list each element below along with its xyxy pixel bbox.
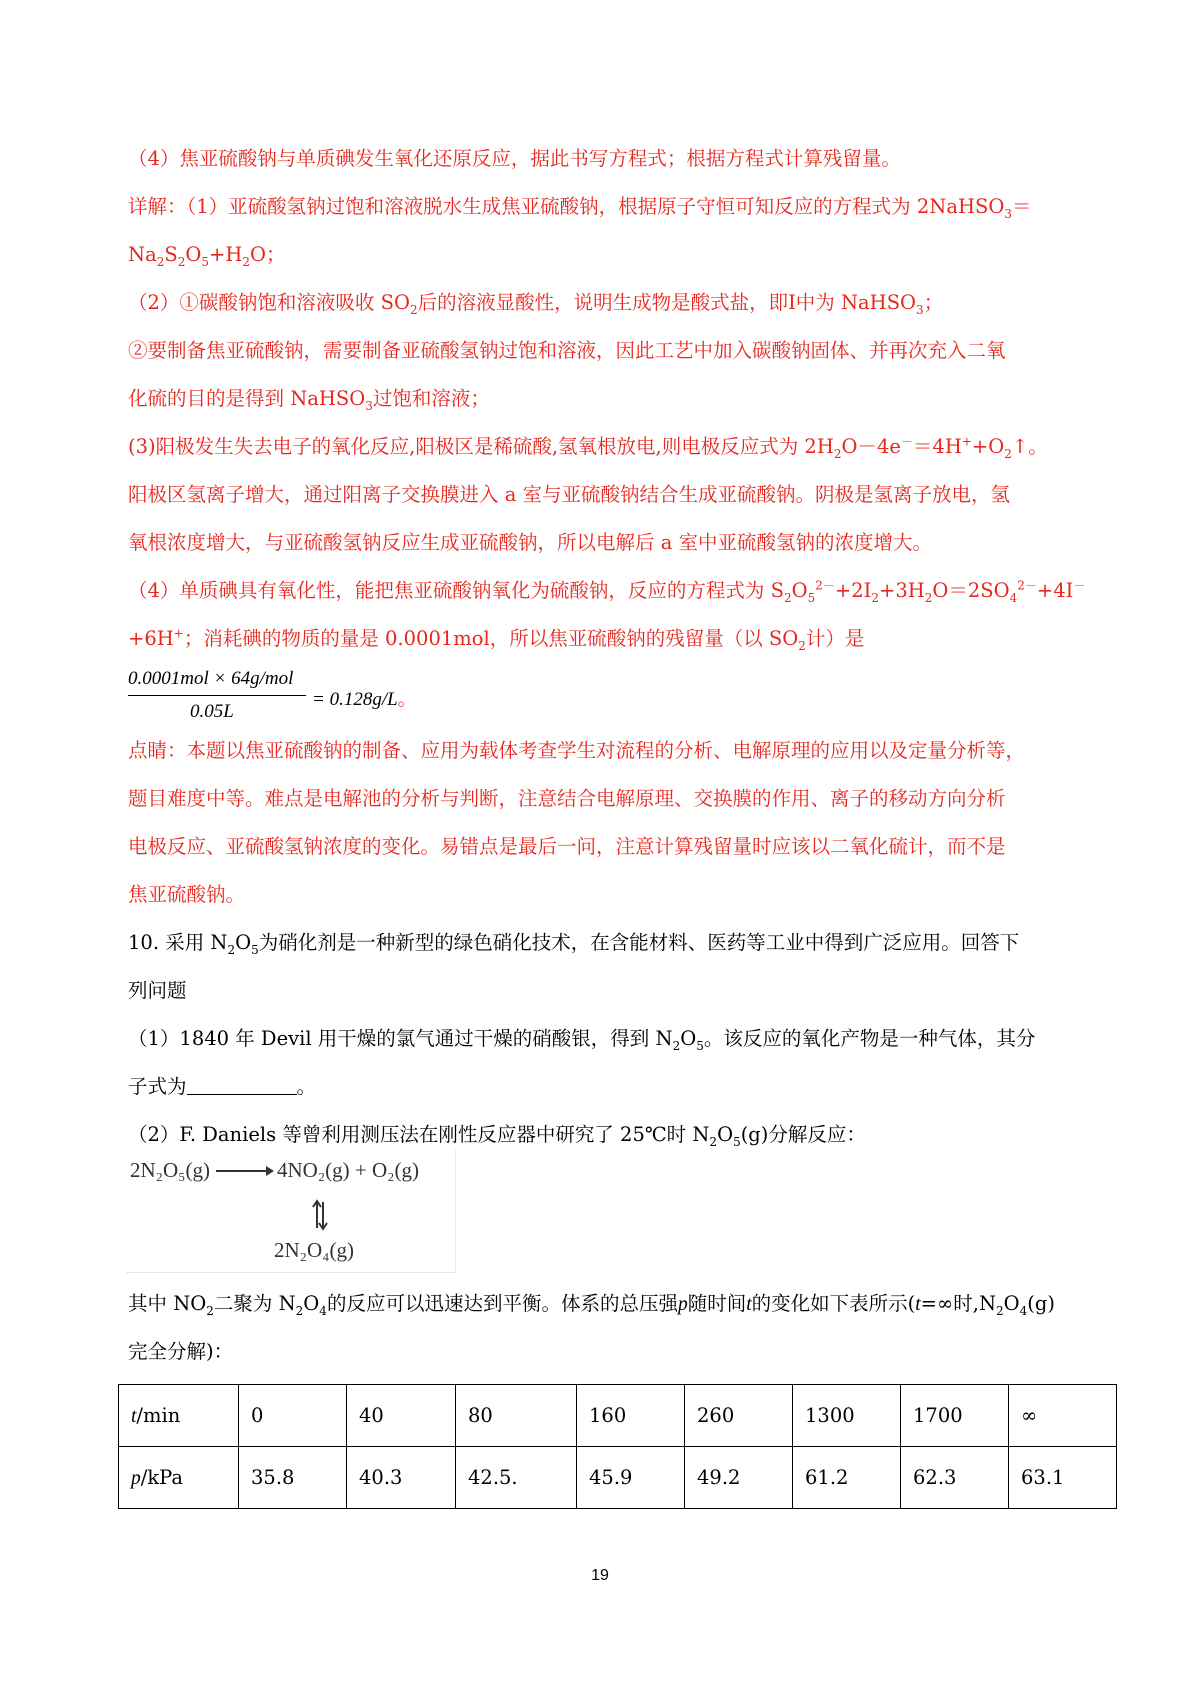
dimer-n2o4: 2N₂O₄(g): [274, 1238, 354, 1262]
table-header-pressure: p/kPa: [119, 1447, 239, 1509]
table-cell: 1300: [793, 1385, 901, 1447]
table-cell: 0: [239, 1385, 347, 1447]
question-10-part-2c: 完全分解)：: [128, 1340, 234, 1363]
table-row-time: [119, 1385, 1117, 1447]
comment-line-1: 点睛：本题以焦亚硫酸钠的制备、应用为载体考查学生对流程的分析、电解原理的应用以及定量分析等，: [128, 739, 1026, 762]
table-cell: 1700: [901, 1385, 1009, 1447]
reaction-arrow-icon: [214, 1160, 274, 1180]
solution-line-2b: ②要制备焦亚硫酸钠，需要制备亚硫酸氢钠过饱和溶液，因此工艺中加入碳酸钠固体、并再次充入二氧: [128, 339, 1006, 362]
pressure-time-table: [118, 1384, 1117, 1509]
fraction-result: = 0.128g/L。: [312, 688, 417, 710]
reactant-n2o5: 2N₂O₅(g): [130, 1158, 210, 1182]
fraction-bar: [128, 695, 306, 696]
question-10-line-1: 10. 采用 $N_2O_5$为硝化剂是一种新型的绿色硝化技术，在含能材料、医药等工业中得到广泛应用。回答下: [128, 931, 1020, 957]
question-10-part-1: （1）1840 年 Devil 用干燥的氯气通过干燥的硝酸银，得到 $N_2O_5$。该反应的氧化产物是一种气体，其分: [128, 1027, 1036, 1053]
solution-line-3b: 阳极区氢离子增大，通过阳离子交换膜进入 a 室与亚硫酸钠结合生成亚硫酸钠。阴极是氢离子放电，氢: [128, 483, 1011, 506]
table-cell: 62.3: [901, 1447, 1009, 1509]
question-10-part-2: （2）F. Daniels 等曾利用测压法在刚性反应器中研究了 25℃时 $N_2O_5(g)$分解反应：: [128, 1123, 866, 1149]
question-10-part-2b: 其中 $NO_2$二聚为 $N_2O_4$的反应可以迅速达到平衡。体系的总压强p随时间t的变化如下表所示(t=∞时$,N_2O_4(g)$: [128, 1292, 1055, 1318]
fraction-denominator: 0.05L: [190, 701, 234, 722]
question-10-part-1b: 子式为 。: [128, 1075, 317, 1098]
page-number: 19: [591, 1567, 609, 1584]
table-cell: 45.9: [577, 1447, 685, 1509]
question-10-line-2: 列问题: [128, 979, 187, 1002]
table-cell: 49.2: [685, 1447, 793, 1509]
comment-line-3: 电极反应、亚硫酸氢钠浓度的变化。易错点是最后一问，注意计算残留量时应该以二氧化硫计，而不是: [128, 835, 1006, 858]
table-cell: 40: [347, 1385, 456, 1447]
solution-line-4b: +6H+；消耗碘的物质的量是 0.0001mol，所以焦亚硫酸钠的残留量（以 $SO_2$计）是: [128, 626, 865, 653]
answer-blank: [187, 1076, 297, 1095]
table-cell: 260: [685, 1385, 793, 1447]
table-cell: ∞: [1009, 1385, 1117, 1447]
solution-line-3: (3)阳极发生失去电子的氧化反应,阳极区是稀硫酸,氢氧根放电,则电极反应式为 $2H_2O-4e^-=4H^++O_2↑$。: [128, 434, 1048, 461]
table-cell: 80: [456, 1385, 577, 1447]
table-cell: 40.3: [347, 1447, 456, 1509]
solution-line-2c: 化硫的目的是得到 NaHSO$_3$过饱和溶液；: [128, 387, 490, 413]
comment-line-2: 题目难度中等。难点是电解池的分析与判断，注意结合电解原理、交换膜的作用、离子的移动方向分析: [128, 787, 1006, 810]
analysis-line-4: （4）焦亚硫酸钠与单质碘发生氧化还原反应，据此书写方程式；根据方程式计算残留量。: [128, 147, 901, 170]
equilibrium-arrow-icon: [310, 1198, 330, 1232]
comment-line-4: 焦亚硫酸钠。: [128, 883, 246, 906]
solution-line-2: （2）①碳酸钠饱和溶液吸收 $SO_2$后的溶液显酸性，说明生成物是酸式盐，即Ⅰ中为 NaHSO$_3$；: [128, 291, 944, 317]
table-cell: 35.8: [239, 1447, 347, 1509]
table-cell: 42.5.: [456, 1447, 577, 1509]
table-cell: 160: [577, 1385, 685, 1447]
products-no2-o2: 4NO₂(g) + O₂(g): [277, 1158, 419, 1182]
table-header-time: t/min: [119, 1385, 239, 1447]
solution-line-3c: 氧根浓度增大，与亚硫酸氢钠反应生成亚硫酸钠，所以电解后 a 室中亚硫酸氢钠的浓度增大。: [128, 531, 933, 554]
solution-line-1: 详解：（1）亚硫酸氢钠过饱和溶液脱水生成焦亚硫酸钠，根据原子守恒可知反应的方程式为 2NaHSO$_3$＝: [128, 195, 1032, 221]
fraction-numerator: 0.0001mol × 64g/mol: [128, 668, 294, 689]
reaction-scheme-image: [127, 1150, 456, 1273]
solution-line-1-equation: $Na_2S_2O_5+H_2O$；: [128, 243, 286, 269]
table-cell: 61.2: [793, 1447, 901, 1509]
solution-line-4: （4）单质碘具有氧化性，能把焦亚硫酸钠氧化为硫酸钠，反应的方程式为 $S_2O_5^{2-}+2I_2+3H_2O=2SO_4^{2-}+4I^-$: [128, 578, 1086, 605]
table-cell: 63.1: [1009, 1447, 1117, 1509]
table-row-pressure: [119, 1447, 1117, 1509]
